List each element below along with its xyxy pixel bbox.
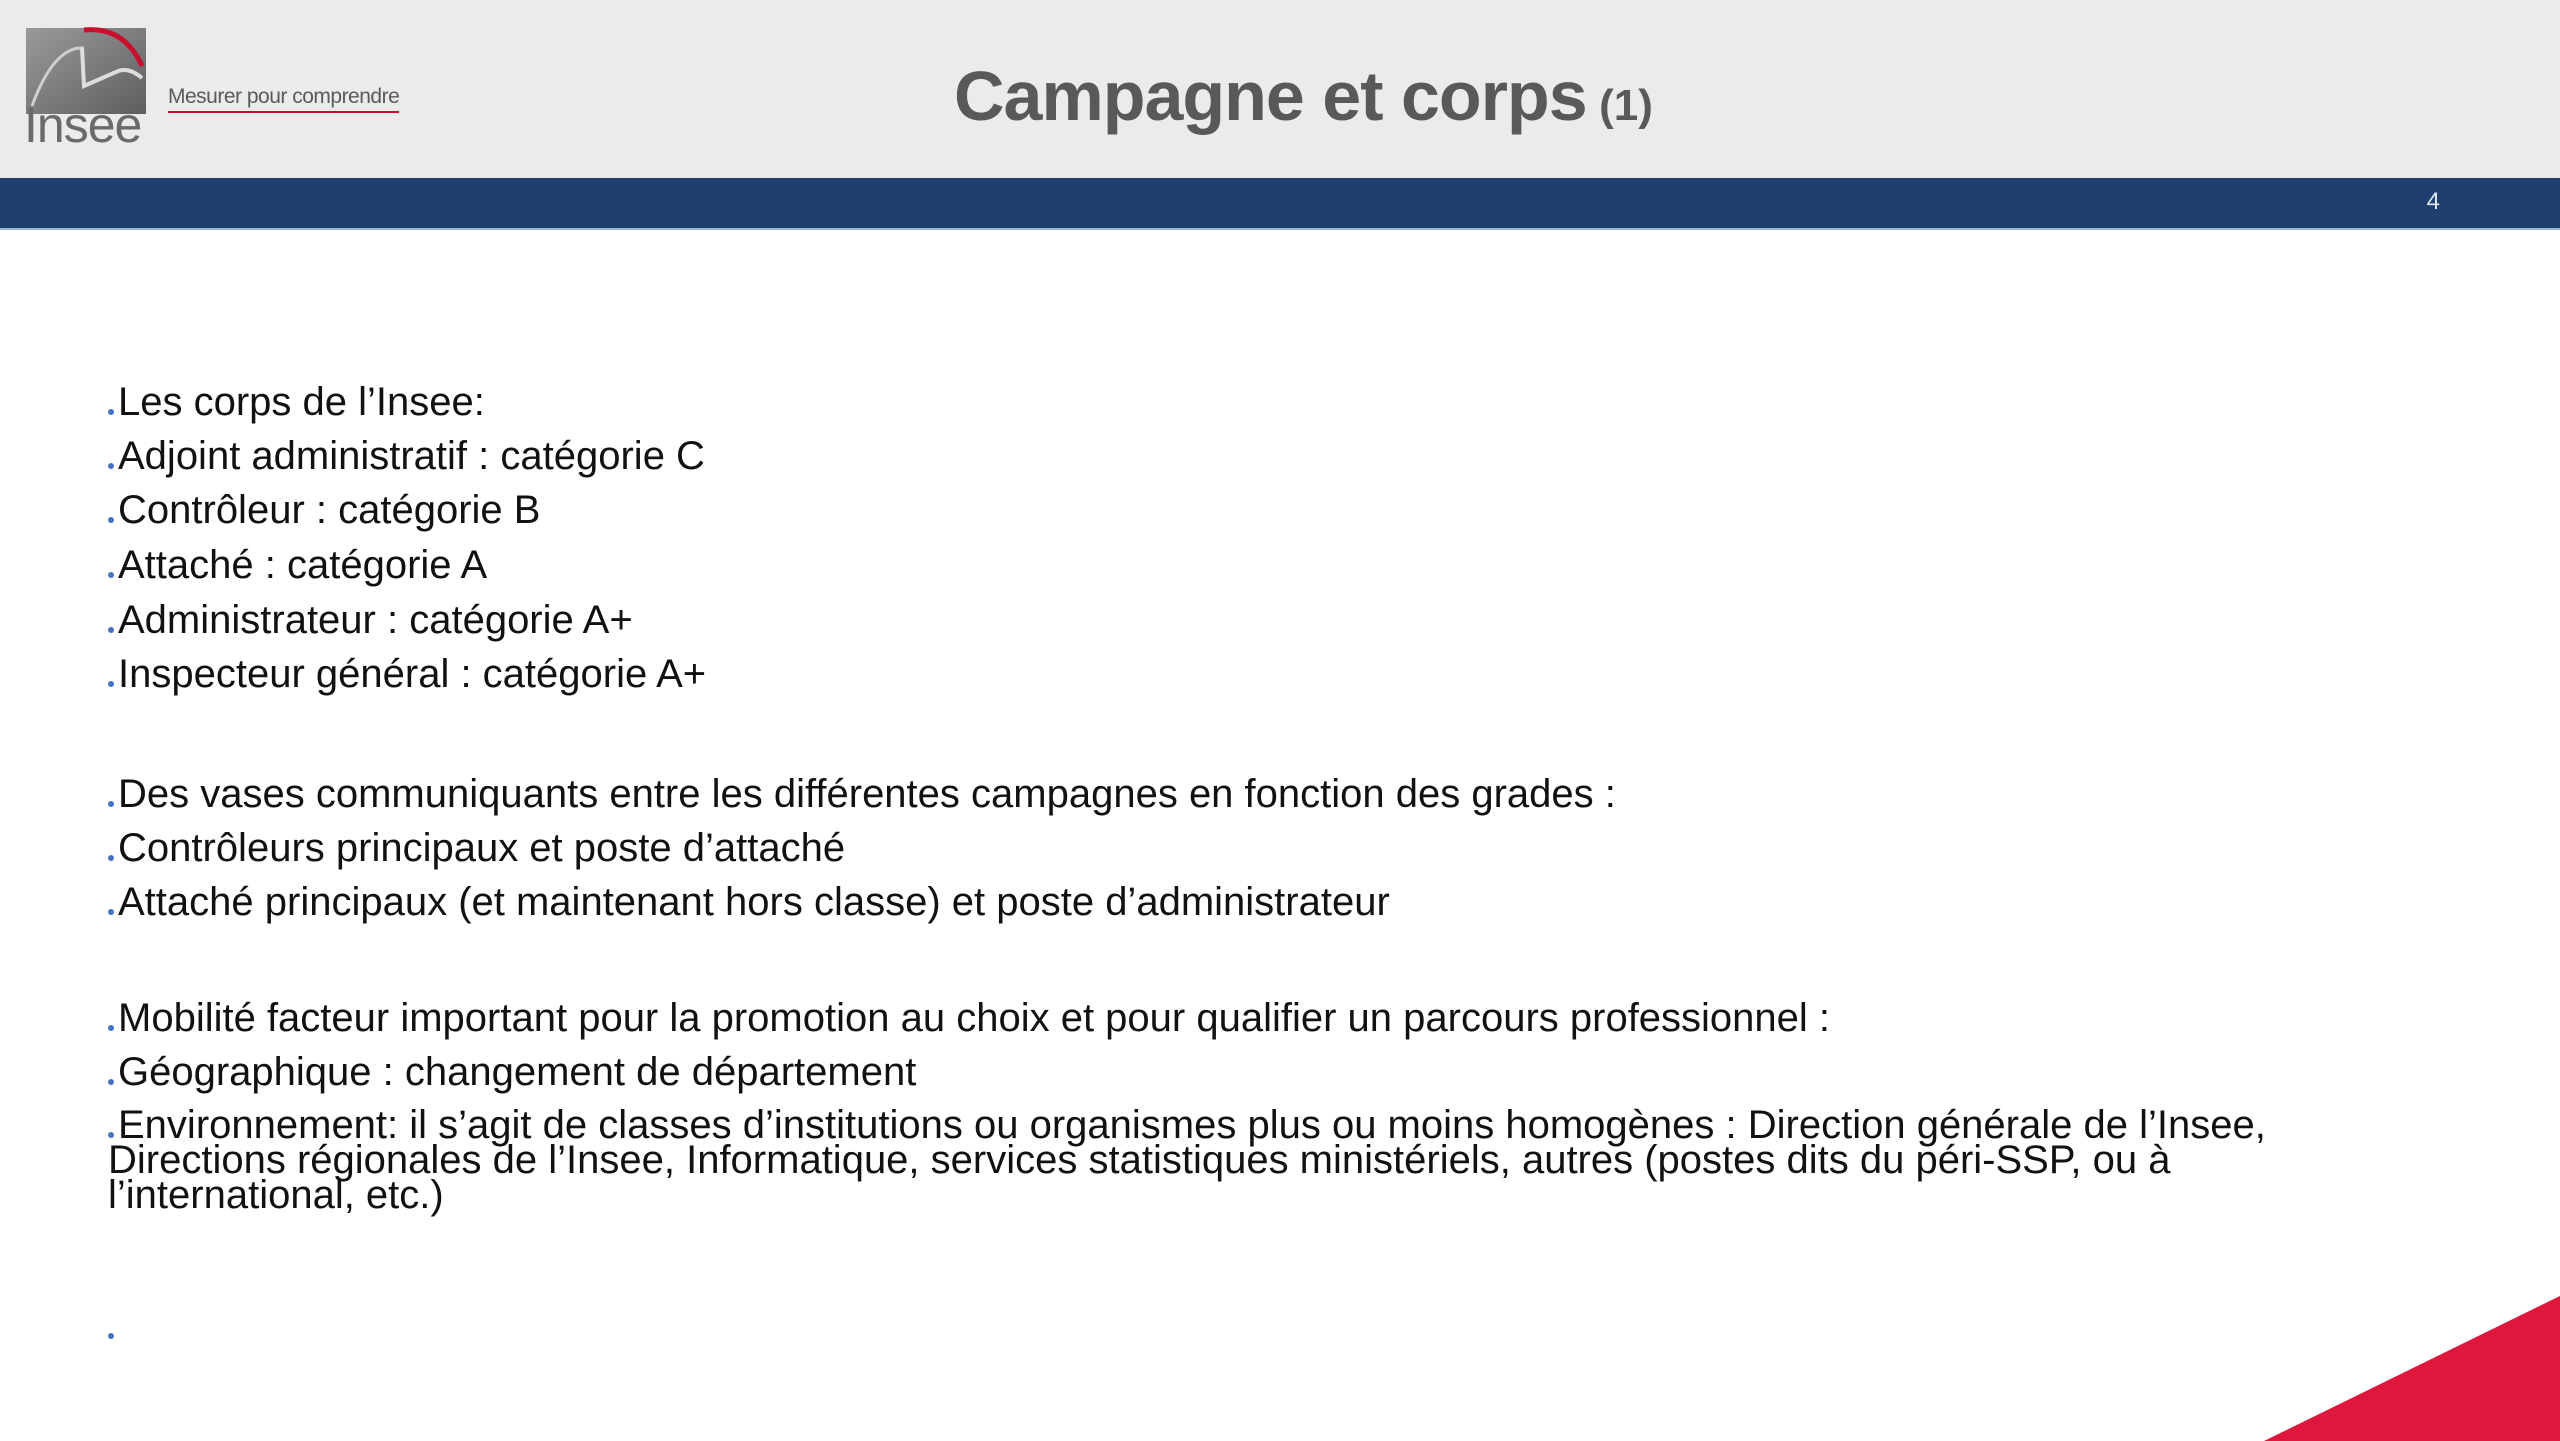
- bullet-icon: [108, 572, 114, 578]
- bullet-icon: [108, 1333, 114, 1339]
- bullet-icon: [108, 909, 114, 915]
- bullet-icon: [108, 855, 114, 861]
- section1-item: Contrôleur : catégorie B: [118, 488, 541, 532]
- section2-item: Attaché principaux (et maintenant hors classe) et poste d’administrateur: [118, 880, 1390, 924]
- logo-tagline: Mesurer pour comprendre: [168, 86, 399, 113]
- section3-heading: Mobilité facteur important pour la promotion au choix et pour qualifier un parcours professionnel :: [118, 996, 1831, 1040]
- bullet-icon: [108, 627, 114, 633]
- list-item: [108, 1103, 2408, 1217]
- bullet-icon: [108, 463, 114, 469]
- list-item: [108, 774, 1616, 814]
- empty-list-item: [108, 1306, 118, 1346]
- list-item: [108, 490, 540, 530]
- bullet-icon: [108, 1025, 114, 1031]
- section1-item: Adjoint administratif : catégorie C: [118, 434, 705, 478]
- slide-header: [0, 0, 2560, 178]
- list-item: [108, 654, 706, 694]
- list-item: [108, 382, 485, 422]
- title-main: Campagne et corps: [954, 57, 1587, 135]
- bullet-icon: [108, 517, 114, 523]
- list-item: [108, 998, 1830, 1038]
- section1-item: Attaché : catégorie A: [118, 543, 488, 587]
- list-item: [108, 600, 633, 640]
- bullet-icon: [108, 1079, 114, 1085]
- section3-item: Géographique : changement de département: [118, 1050, 917, 1094]
- list-item: [108, 436, 705, 476]
- bullet-icon: [108, 681, 114, 687]
- section1-heading: Les corps de l’Insee:: [118, 380, 485, 424]
- bullet-icon: [108, 409, 114, 415]
- insee-logo: [24, 26, 424, 156]
- page-number: 4: [2426, 188, 2440, 215]
- section1-item: Administrateur : catégorie A+: [118, 598, 633, 642]
- section1-item: Inspecteur général : catégorie A+: [118, 652, 707, 696]
- red-corner-triangle: [2264, 1296, 2560, 1441]
- list-item: [108, 828, 845, 868]
- list-item: [108, 1052, 916, 1092]
- logo-name: Insee: [24, 97, 142, 153]
- section2-item: Contrôleurs principaux et poste d’attaché: [118, 826, 846, 870]
- header-bar: [0, 178, 2560, 230]
- list-item: [108, 882, 1390, 922]
- slide-title: [954, 56, 1653, 136]
- title-suffix: (1): [1599, 81, 1653, 130]
- section2-heading: Des vases communiquants entre les différentes campagnes en fonction des grades :: [118, 772, 1616, 816]
- section3-item: Environnement: il s’agit de classes d’institutions ou organismes plus ou moins homogènes : Direction générale de l’Insee, Directions régionales de l’Insee, Informatique, services statistiques ministériels, autres (postes dits du péri-SSP, ou à l’international, etc.): [108, 1103, 2266, 1217]
- bullet-icon: [108, 801, 114, 807]
- list-item: [108, 545, 487, 585]
